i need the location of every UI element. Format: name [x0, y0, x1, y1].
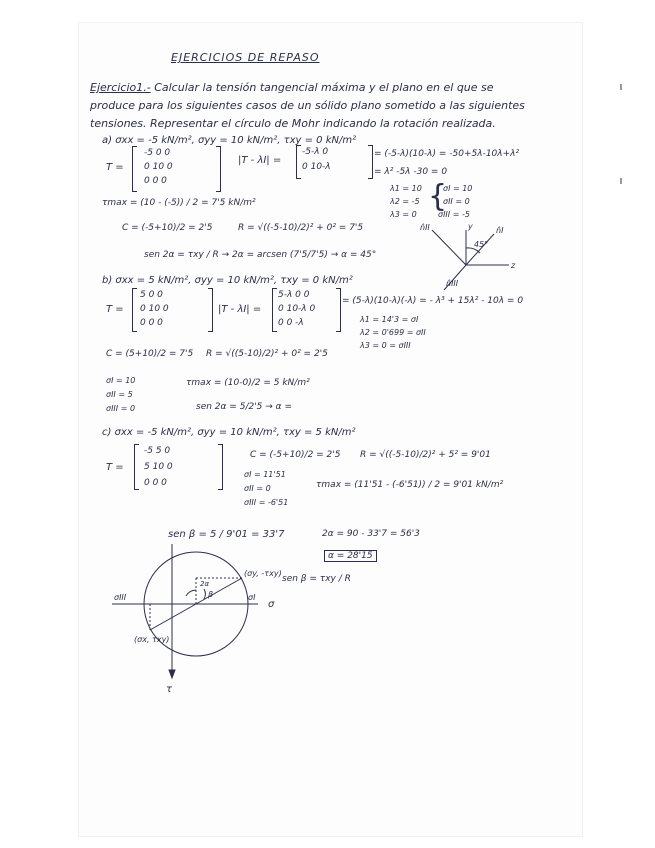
part-a-c-eq: C = (-5+10)/2 = 2'5 — [122, 223, 213, 233]
part-c-T-row: 5 10 0 — [144, 462, 173, 472]
mohr-beta-label: β — [208, 590, 214, 599]
part-c-two-alpha: 2α = 90 - 33'7 = 56'3 — [322, 529, 420, 539]
n-II-line — [432, 230, 466, 265]
beta-arc — [204, 589, 205, 599]
statement-line-1 — [90, 82, 494, 95]
part-a-det-bracket-right — [368, 145, 373, 179]
part-a-det-bracket-left — [296, 145, 301, 179]
part-b-root: λ3 = 0 = σIII — [360, 341, 411, 350]
part-c-sigma: σI = 11'51 — [244, 470, 286, 479]
part-b-sigma: σIII = 0 — [106, 404, 136, 413]
part-b-det-row: 5-λ 0 0 — [278, 290, 310, 300]
part-c-T-row: -5 5 0 — [144, 446, 171, 456]
part-c-tau-max: τmax = (11'51 - (-6'51)) / 2 = 9'01 kN/m² — [316, 480, 504, 490]
diag-nII-label: n̂II — [420, 223, 430, 232]
mohr-two-alpha-label: 2α — [200, 580, 210, 588]
part-a-tau-max: τmax = (10 - (-5)) / 2 = 7'5 kN/m² — [102, 198, 256, 208]
part-c-R-eq: R = √((-5-10)/2)² + 5² = 9'01 — [360, 450, 491, 460]
diag-angle-label: 45° — [474, 240, 489, 249]
mohr-sigma-axis-label: σ — [268, 599, 275, 610]
part-b-root: λ2 = 0'699 = σII — [360, 328, 426, 337]
part-a-det-label: |T - λI| = — [238, 155, 282, 166]
alpha-arc — [186, 590, 196, 596]
part-b-T-row: 0 10 0 — [140, 304, 169, 314]
page-edge-mark — [620, 178, 622, 184]
part-b-T-row: 0 0 0 — [140, 318, 163, 328]
mohr-sigma-I-label: σI — [248, 593, 256, 602]
part-c-alpha-result: α = 28'15 — [324, 550, 377, 562]
part-a-T-row: 0 10 0 — [144, 162, 173, 172]
part-b-header: b) σxx = 5 kN/m², σyy = 10 kN/m², τxy = 0 kN/m² — [102, 275, 353, 286]
mohr-point2-label: (σx, τxy) — [134, 635, 170, 644]
part-b-det-row: 0 0 -λ — [278, 318, 304, 328]
page-edge-mark — [620, 84, 622, 90]
statement-text-1: Calcular la tensión tangencial máxima y el plano en el que se — [154, 81, 494, 94]
part-b-det-label: |T - λI| = — [218, 304, 262, 315]
exercise-label: Ejercicio1.- — [90, 81, 151, 94]
statement-line-3: tensiones. Representar el círculo de Mohr indicando la rotación realizada. — [90, 117, 496, 130]
part-b-root: λ1 = 14'3 = σI — [360, 315, 419, 324]
part-b-eq1: = (5-λ)(10-λ)(-λ) = - λ³ + 15λ² - 10λ = 0 — [342, 296, 524, 306]
part-a-header: a) σxx = -5 kN/m², σyy = 10 kN/m², τxy = 0 kN/m² — [102, 135, 357, 146]
part-a-direction-diagram — [414, 220, 534, 295]
part-c-sen-beta2: sen β = τxy / R — [282, 574, 351, 584]
part-a-root: λ3 = 0 — [390, 210, 417, 219]
part-a-det-row: 0 10-λ — [302, 162, 331, 172]
part-a-T-label: T = — [106, 162, 124, 173]
part-b-T-bracket-left — [132, 288, 137, 332]
part-a-root: λ2 = -5 — [390, 197, 420, 206]
part-b-sigma: σI = 10 — [106, 376, 136, 385]
statement-line-2: produce para los siguientes casos de un sólido plano sometido a las siguientes — [90, 99, 525, 112]
n-I-line — [466, 234, 494, 265]
part-c-T-label: T = — [106, 462, 124, 473]
diag-z-label: z — [511, 261, 516, 270]
part-b-det-row: 0 10-λ 0 — [278, 304, 316, 314]
page-title: EJERCICIOS DE REPASO — [171, 51, 320, 64]
mohr-circle-diagram — [108, 544, 283, 694]
part-b-T-label: T = — [106, 304, 124, 315]
part-a-det-row: -5-λ 0 — [302, 147, 329, 157]
part-a-eq2: = λ² -5λ -30 = 0 — [374, 167, 448, 177]
part-b-sigma: σII = 5 — [106, 390, 133, 399]
part-c-sigma: σII = 0 — [244, 484, 271, 493]
part-a-sigma: σII = 0 — [443, 197, 470, 206]
part-c-c-eq: C = (-5+10)/2 = 2'5 — [250, 450, 341, 460]
part-a-sen-eq: sen 2α = τxy / R → 2α = arcsen (7'5/7'5) → α = 45° — [144, 250, 377, 260]
part-b-T-row: 5 0 0 — [140, 290, 163, 300]
part-b-sen-eq: sen 2α = 5/2'5 → α = — [196, 402, 292, 412]
part-a-eq1: = (-5-λ)(10-λ) = -50+5λ-10λ+λ² — [374, 149, 520, 159]
tau-axis-arrow — [169, 670, 175, 678]
part-c-header: c) σxx = -5 kN/m², σyy = 10 kN/m², τxy = 5 kN/m² — [102, 427, 356, 438]
part-c-sigma: σIII = -6'51 — [244, 498, 289, 507]
part-c-T-bracket-right — [218, 444, 223, 490]
part-b-det-bracket-right — [336, 288, 341, 332]
notebook-page — [78, 22, 583, 837]
part-a-T-bracket-right — [216, 146, 221, 192]
part-a-T-row: 0 0 0 — [144, 176, 167, 186]
diag-y-label: y — [468, 222, 473, 231]
mohr-tau-axis-label: τ — [166, 684, 173, 694]
part-a-T-bracket-left — [132, 146, 137, 192]
diag-nI-label: n̂I — [496, 226, 504, 235]
part-a-root: λ1 = 10 — [390, 184, 422, 193]
part-a-sigma: σIII = -5 — [438, 210, 470, 219]
part-c-T-row: 0 0 0 — [144, 478, 167, 488]
part-b-R-eq: R = √((5-10)/2)² + 0² = 2'5 — [206, 349, 328, 359]
part-b-T-bracket-right — [208, 288, 213, 332]
part-a-brace: { — [428, 179, 448, 214]
part-a-sigma: σI = 10 — [443, 184, 473, 193]
mohr-point1-label: (σy, -τxy) — [244, 569, 282, 578]
part-a-R-eq: R = √((-5-10)/2)² + 0² = 7'5 — [238, 223, 364, 233]
part-b-c-eq: C = (5+10)/2 = 7'5 — [106, 349, 194, 359]
part-c-T-bracket-left — [134, 444, 139, 490]
part-b-det-bracket-left — [272, 288, 277, 332]
diag-nIII-label: n̂III — [446, 279, 459, 288]
mohr-sigma-III-label: σIII — [114, 593, 127, 602]
part-c-sen-beta: sen β = 5 / 9'01 = 33'7 — [168, 529, 285, 540]
part-b-tau-max: τmax = (10-0)/2 = 5 kN/m² — [186, 378, 310, 388]
part-a-T-row: -5 0 0 — [144, 148, 171, 158]
